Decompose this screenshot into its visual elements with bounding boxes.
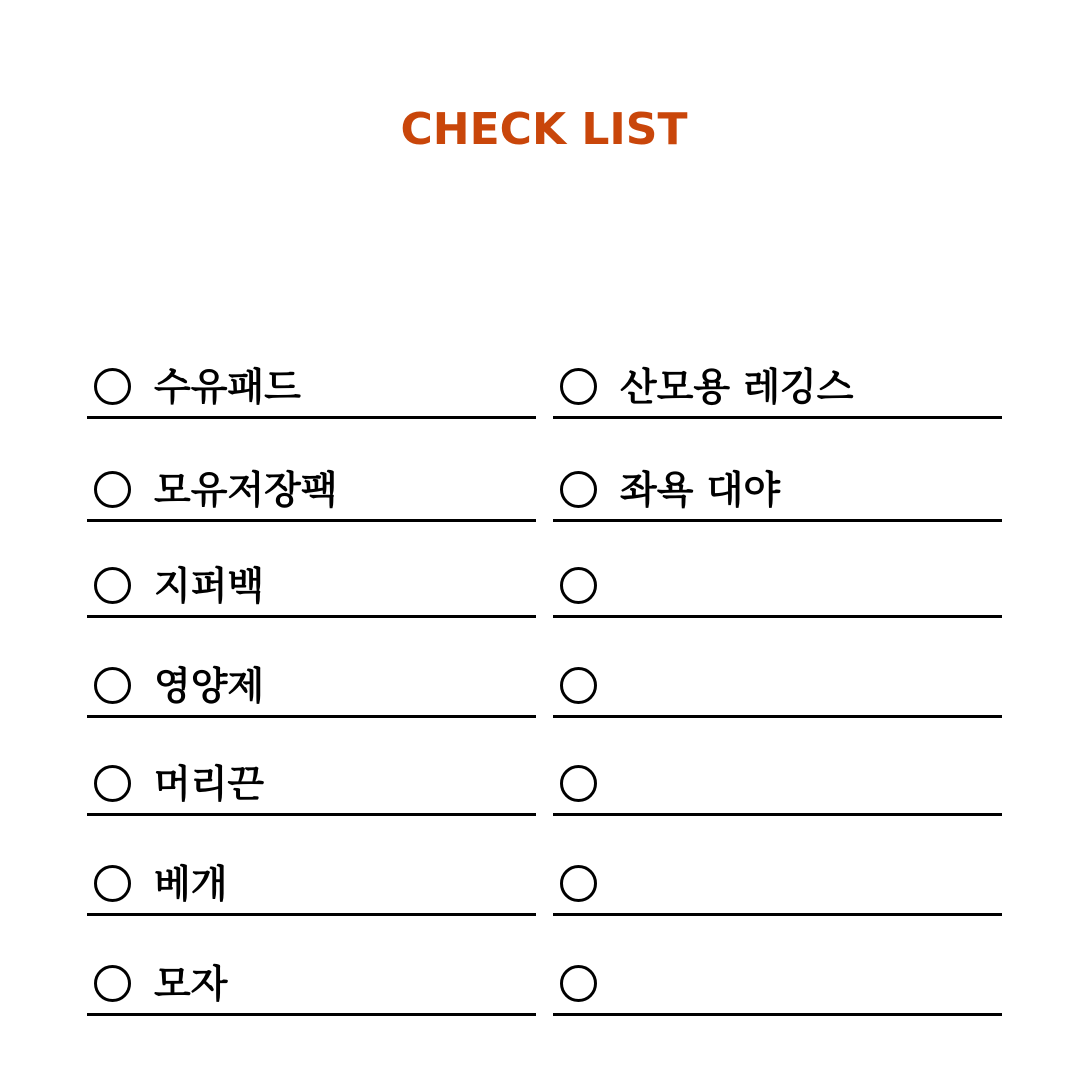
- item-label: 좌욕 대야: [620, 468, 781, 512]
- divider-line: [553, 813, 1002, 816]
- checkbox-circle-icon[interactable]: [94, 471, 131, 508]
- divider-line: [87, 1013, 536, 1016]
- checklist-item[interactable]: [553, 359, 1002, 419]
- divider-line: [553, 519, 1002, 522]
- checkbox-circle-icon[interactable]: [94, 765, 131, 802]
- page-title: CHECK LIST: [400, 104, 688, 155]
- checklist-item[interactable]: [553, 756, 1002, 816]
- item-label: 영양제: [154, 664, 265, 708]
- item-label: 수유패드: [154, 365, 301, 409]
- item-label: 베개: [154, 862, 228, 906]
- checklist-item[interactable]: [87, 658, 536, 718]
- divider-line: [553, 615, 1002, 618]
- checkbox-circle-icon[interactable]: [560, 567, 597, 604]
- checkbox-circle-icon[interactable]: [94, 567, 131, 604]
- checkbox-circle-icon[interactable]: [94, 865, 131, 902]
- checkbox-circle-icon[interactable]: [94, 368, 131, 405]
- checklist-item[interactable]: [87, 462, 536, 522]
- checkbox-circle-icon[interactable]: [560, 965, 597, 1002]
- divider-line: [87, 715, 536, 718]
- divider-line: [553, 1013, 1002, 1016]
- divider-line: [87, 519, 536, 522]
- item-label: 모유저장팩: [154, 468, 338, 512]
- divider-line: [87, 813, 536, 816]
- divider-line: [553, 715, 1002, 718]
- item-label: 모자: [154, 962, 228, 1006]
- checklist-item[interactable]: [87, 558, 536, 618]
- checkbox-circle-icon[interactable]: [560, 765, 597, 802]
- divider-line: [553, 913, 1002, 916]
- checkbox-circle-icon[interactable]: [560, 667, 597, 704]
- divider-line: [87, 416, 536, 419]
- checklist-item[interactable]: [87, 956, 536, 1016]
- divider-line: [553, 416, 1002, 419]
- item-label: 머리끈: [154, 762, 265, 806]
- checkbox-circle-icon[interactable]: [560, 865, 597, 902]
- checkbox-circle-icon[interactable]: [94, 965, 131, 1002]
- checkbox-circle-icon[interactable]: [560, 471, 597, 508]
- divider-line: [87, 913, 536, 916]
- checklist-item[interactable]: [87, 359, 536, 419]
- item-label: 지퍼백: [154, 564, 265, 608]
- checkbox-circle-icon[interactable]: [560, 368, 597, 405]
- divider-line: [87, 615, 536, 618]
- checklist-item[interactable]: [553, 856, 1002, 916]
- checklist-item[interactable]: [553, 462, 1002, 522]
- checkbox-circle-icon[interactable]: [94, 667, 131, 704]
- checklist-item[interactable]: [87, 856, 536, 916]
- item-label: 산모용 레깅스: [620, 365, 854, 409]
- checklist-item[interactable]: [553, 658, 1002, 718]
- checklist-item[interactable]: [553, 558, 1002, 618]
- checklist-item[interactable]: [553, 956, 1002, 1016]
- checklist-item[interactable]: [87, 756, 536, 816]
